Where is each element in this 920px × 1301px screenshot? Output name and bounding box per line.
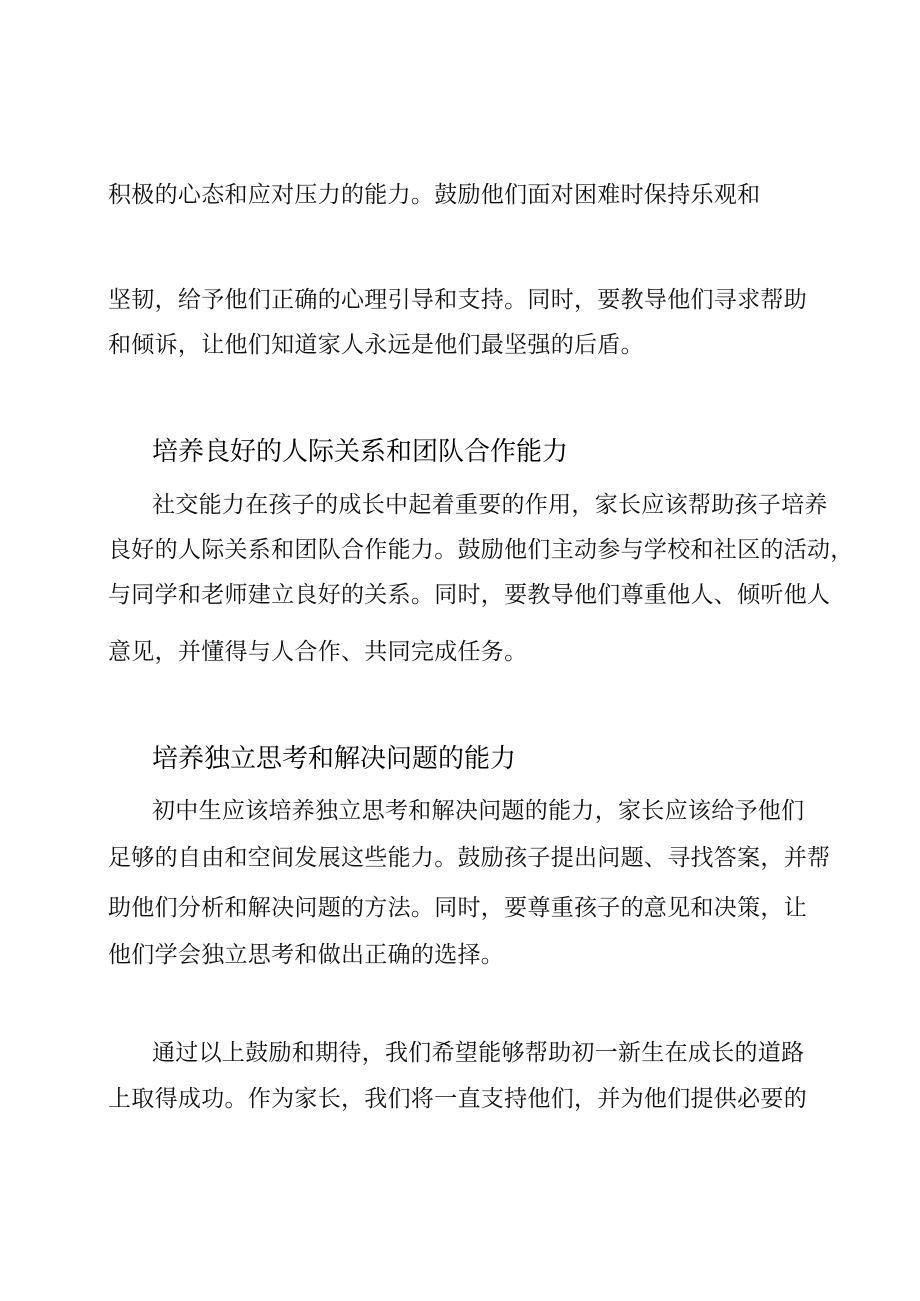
paragraph-line: 良好的人际关系和团队合作能力。鼓励他们主动参与学校和社区的活动，: [108, 537, 854, 563]
paragraph-line: 初中生应该培养独立思考和解决问题的能力，家长应该给予他们: [152, 798, 805, 824]
paragraph-line: 足够的自由和空间发展这些能力。鼓励孩子提出问题、寻找答案，并帮: [108, 845, 831, 871]
paragraph-line: 上取得成功。作为家长，我们将一直支持他们，并为他们提供必要的: [108, 1086, 807, 1112]
paragraph-line: 和倾诉，让他们知道家人永远是他们最坚强的后盾。: [108, 332, 644, 358]
section-heading-thinking: 培养独立思考和解决问题的能力: [152, 744, 517, 774]
paragraph-line: 坚韧，给予他们正确的心理引导和支持。同时，要教导他们寻求帮助: [108, 287, 807, 313]
paragraph-line: 意见，并懂得与人合作、共同完成任务。: [108, 639, 528, 665]
section-heading-social: 培养良好的人际关系和团队合作能力: [152, 437, 569, 467]
paragraph-line: 他们学会独立思考和做出正确的选择。: [108, 942, 505, 968]
paragraph-line: 积极的心态和应对压力的能力。鼓励他们面对困难时保持乐观和: [108, 182, 761, 208]
paragraph-line: 通过以上鼓励和期待，我们希望能够帮助初一新生在成长的道路: [152, 1040, 805, 1066]
paragraph-line: 助他们分析和解决问题的方法。同时，要尊重孩子的意见和决策，让: [108, 895, 807, 921]
paragraph-line: 社交能力在孩子的成长中起着重要的作用，家长应该帮助孩子培养: [152, 492, 828, 518]
paragraph-line: 与同学和老师建立良好的关系。同时，要教导他们尊重他人、倾听他人: [108, 582, 831, 608]
